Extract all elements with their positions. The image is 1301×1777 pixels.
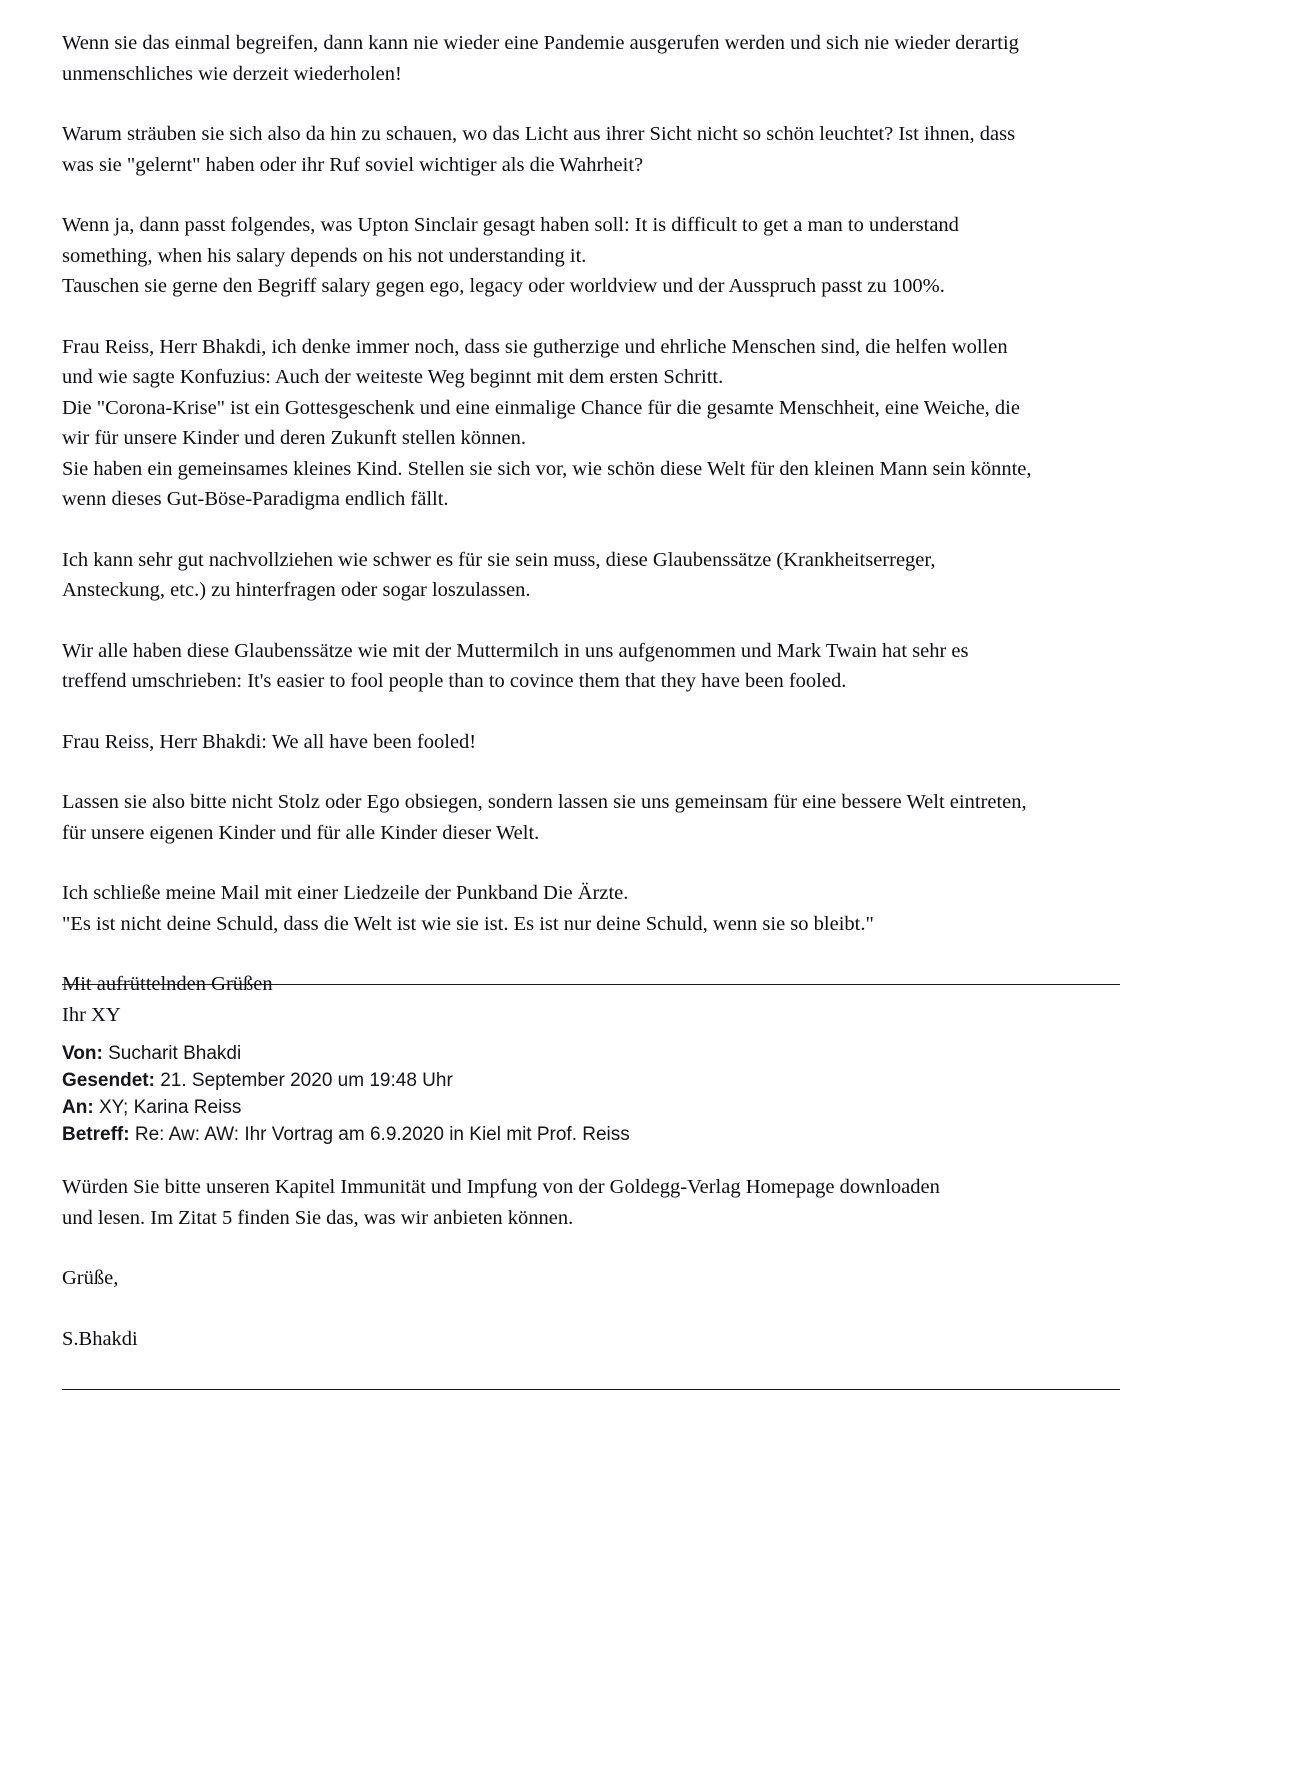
text-line: unmenschliches wie derzeit wiederholen! xyxy=(62,62,402,85)
text-line: wenn dieses Gut-Böse-Paradigma endlich fällt. xyxy=(62,488,449,510)
text-line: Würden Sie bitte unseren Kapitel Immunität und Impfung von der Goldegg-Verlag Homepage downloaden xyxy=(62,1176,940,1198)
text-line: Tauschen sie gerne den Begriff salary gegen ego, legacy oder worldview und der Ausspruch passt zu 100%. xyxy=(62,275,945,297)
paragraph-konfuzius xyxy=(62,332,1120,515)
text-line: und lesen. Im Zitat 5 finden Sie das, was wir anbieten können. xyxy=(62,1206,574,1229)
text-line: Ansteckung, etc.) zu hinterfragen oder sogar loszulassen. xyxy=(62,579,531,601)
text-line: something, when his salary depends on his not understanding it. xyxy=(62,244,587,267)
header-label-gesendet: Gesendet: xyxy=(62,1070,155,1091)
text-line: Wenn sie das einmal begreifen, dann kann nie wieder eine Pandemie ausgerufen werden und sich nie wieder derartig xyxy=(62,32,1019,54)
header-value-gesendet: 21. September 2020 um 19:48 Uhr xyxy=(160,1070,453,1091)
thread-divider-top xyxy=(62,984,1120,985)
paragraph-die-aerzte-lyric xyxy=(62,878,1120,939)
text-line: Wir alle haben diese Glaubenssätze wie mit der Muttermilch in uns aufgenommen und Mark Twain hat sehr es xyxy=(62,639,969,662)
text-line: was sie "gelernt" haben oder ihr Ruf soviel wichtiger als die Wahrheit? xyxy=(62,153,644,176)
signature-closing: Mit aufrüttelnden Grüßen xyxy=(62,973,273,995)
signature-block xyxy=(62,969,1120,1030)
paragraph-stolz-ego xyxy=(62,787,1120,848)
text-line: Frau Reiss, Herr Bhakdi, ich denke immer noch, dass sie gutherzige und ehrliche Menschen sind, die helfen wollen xyxy=(62,335,1008,358)
header-value-von: Sucharit Bhakdi xyxy=(108,1043,242,1064)
header-label-an: An: xyxy=(62,1097,94,1118)
text-line: Ich kann sehr gut nachvollziehen wie schwer es für sie sein muss, diese Glaubenssätze (Krankheitserreger, xyxy=(62,548,936,571)
quoted-paragraph-kapitel xyxy=(62,1172,1120,1233)
thread-divider-bottom xyxy=(62,1389,1120,1390)
text-line: Sie haben ein gemeinsames kleines Kind. Stellen sie sich vor, wie schön diese Welt für den kleinen Mann sein könnte, xyxy=(62,457,1032,480)
message-body xyxy=(62,28,1120,1030)
paragraph-mark-twain xyxy=(62,636,1120,697)
text-line: "Es ist nicht deine Schuld, dass die Welt ist wie sie ist. Es ist nur deine Schuld, wenn sie so bleibt." xyxy=(62,912,874,935)
paragraph-we-all-been-fooled xyxy=(62,727,1120,758)
text-line: wir für unsere Kinder und deren Zukunft stellen können. xyxy=(62,427,526,449)
text-line: Wenn ja, dann passt folgendes, was Upton Sinclair gesagt haben soll: It is difficult to get a man to understand xyxy=(62,214,959,236)
header-label-von: Von: xyxy=(62,1043,103,1064)
header-value-an: XY; Karina Reiss xyxy=(98,1097,242,1118)
paragraph-begreifen xyxy=(62,28,1120,89)
paragraph-sinclair-quote xyxy=(62,210,1120,302)
text-line: Ich schließe meine Mail mit einer Liedzeile der Punkband Die Ärzte. xyxy=(62,882,629,904)
text-line: Lassen sie also bitte nicht Stolz oder Ego obsiegen, sondern lassen sie uns gemeinsam für eine bessere Welt eintreten, xyxy=(62,791,1027,813)
text-line: für unsere eigenen Kinder und für alle Kinder dieser Welt. xyxy=(62,821,540,844)
header-row-an xyxy=(62,1094,630,1121)
text-line: Warum sträuben sie sich also da hin zu schauen, wo das Licht aus ihrer Sicht nicht so schön leuchtet? Ist ihnen, dass xyxy=(62,123,1016,145)
quoted-signature-closing xyxy=(62,1263,1120,1294)
header-row-betreff xyxy=(62,1121,630,1148)
quoted-email-body xyxy=(62,1172,1120,1354)
text-line: Die "Corona-Krise" ist ein Gottesgeschenk und eine einmalige Chance für die gesamte Menschheit, eine Weiche, die xyxy=(62,396,1020,419)
text-line: Grüße, xyxy=(62,1267,119,1289)
text-line: S.Bhakdi xyxy=(62,1327,138,1350)
quoted-signature-name xyxy=(62,1324,1120,1355)
quoted-email-headers xyxy=(62,1040,630,1148)
paragraph-glaubenssaetze xyxy=(62,545,1120,606)
signature-name: Ihr XY xyxy=(62,1003,121,1026)
header-label-betreff: Betreff: xyxy=(62,1124,130,1145)
paragraph-strauben xyxy=(62,119,1120,180)
text-line: Frau Reiss, Herr Bhakdi: We all have been fooled! xyxy=(62,730,477,753)
header-value-betreff: Re: Aw: AW: Ihr Vortrag am 6.9.2020 in Kiel mit Prof. Reiss xyxy=(134,1124,630,1145)
text-line: und wie sagte Konfuzius: Auch der weiteste Weg beginnt mit dem ersten Schritt. xyxy=(62,366,724,388)
header-row-von xyxy=(62,1040,630,1067)
header-row-gesendet xyxy=(62,1067,630,1094)
text-line: treffend umschrieben: It's easier to fool people than to covince them that they have been fooled. xyxy=(62,670,847,692)
